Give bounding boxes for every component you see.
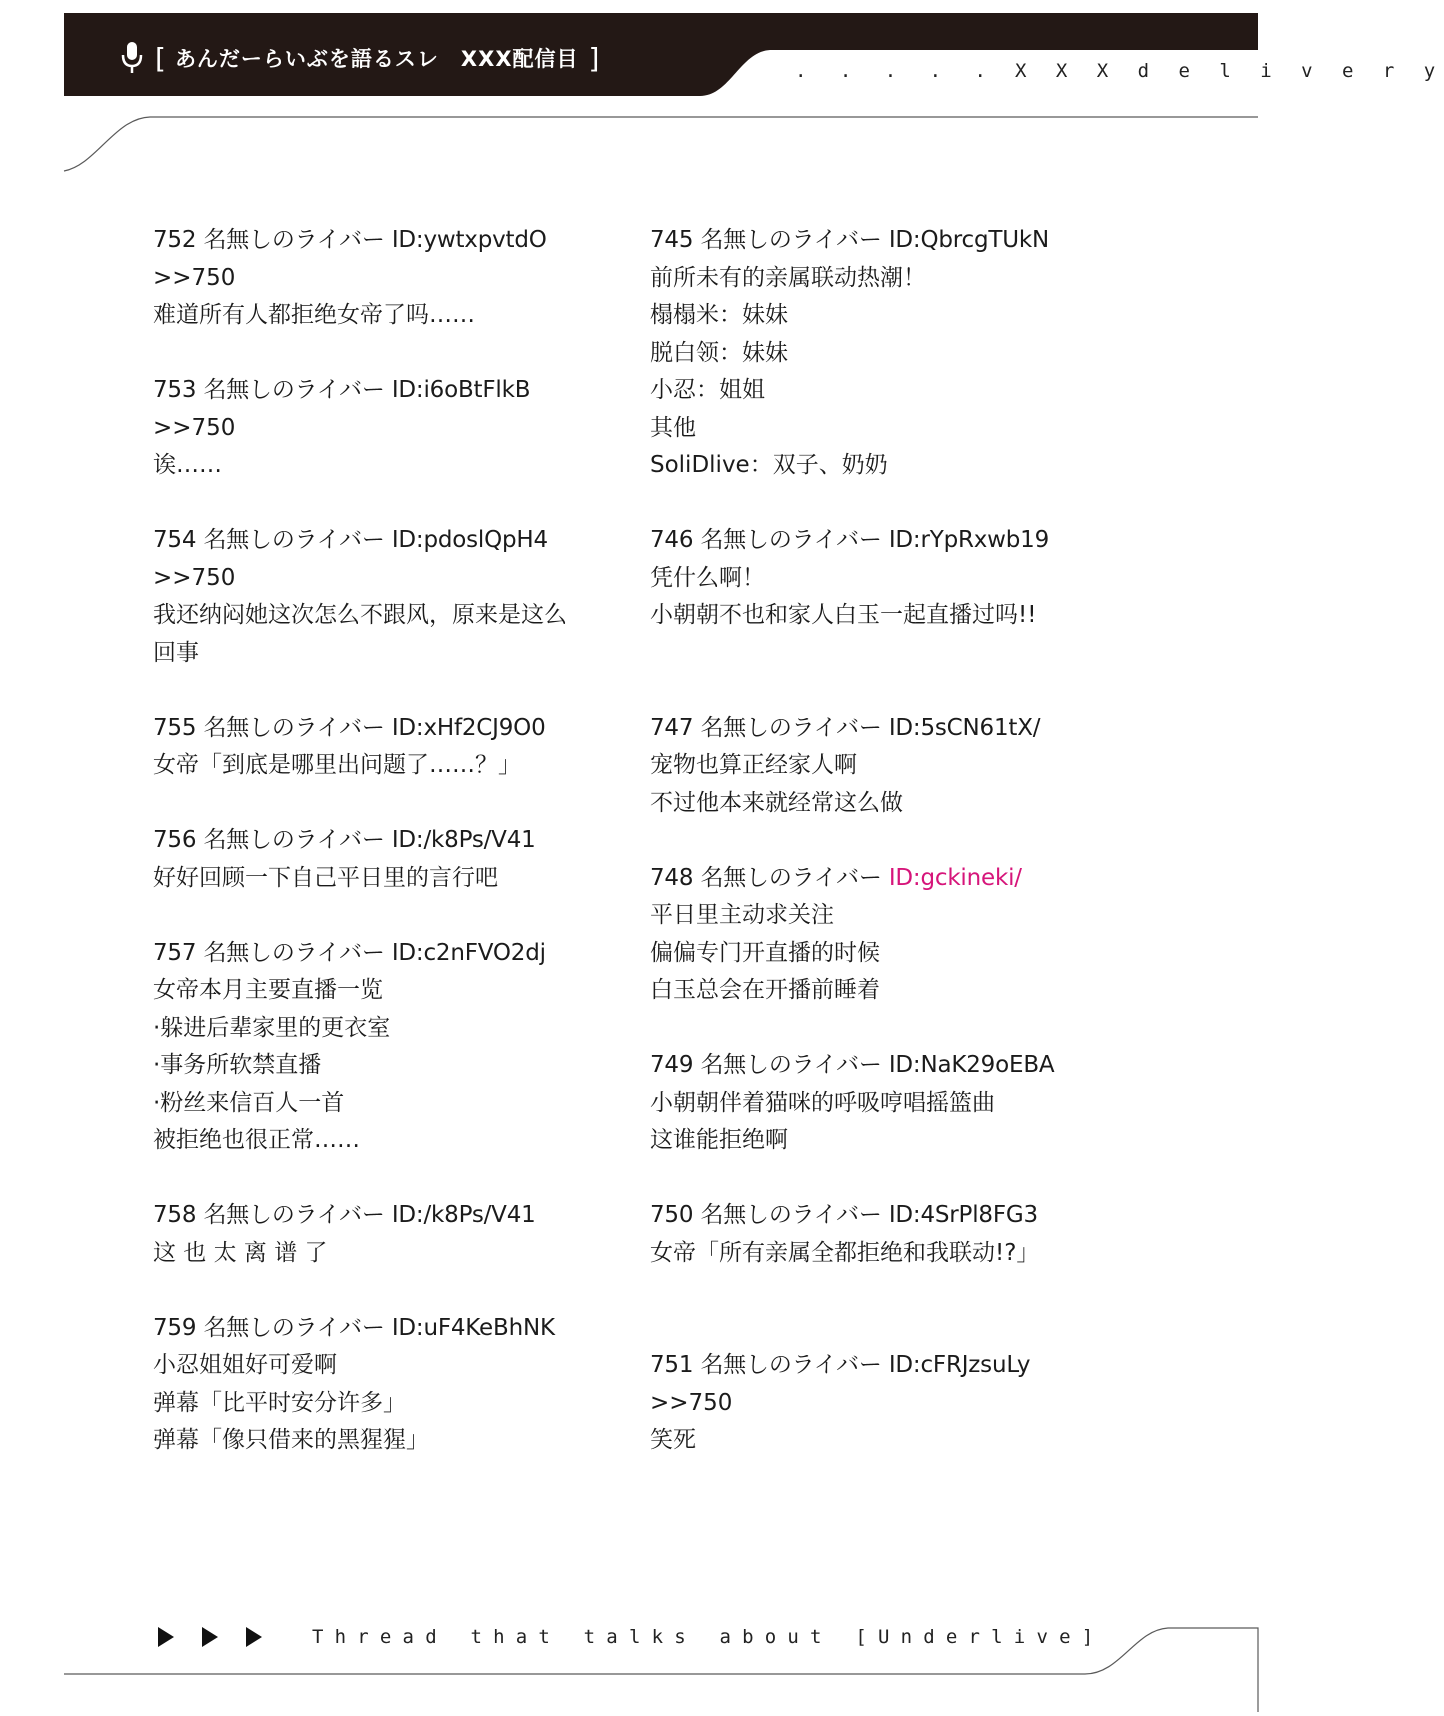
poster-name: 名無しのライバー — [203, 714, 385, 741]
poster-name: 名無しのライバー — [700, 864, 882, 891]
post-header — [650, 522, 1049, 560]
post-number: 749 — [650, 1052, 694, 1078]
post-body-line: ·躲进后辈家里的更衣室 — [153, 1014, 391, 1041]
post-number: 746 — [650, 527, 694, 553]
thread-post — [153, 710, 546, 785]
post-body-line: 这谁能拒绝啊 — [650, 1127, 788, 1153]
thread-post — [650, 1197, 1039, 1272]
poster-name: 名無しのライバー — [700, 1202, 882, 1228]
poster-id: ID:cFRJzsuLy — [888, 1352, 1031, 1378]
post-header — [650, 1197, 1039, 1235]
post-body-line: 凭什么啊！ — [650, 564, 765, 591]
poster-id: ID:rYpRxwb19 — [888, 527, 1050, 553]
post-body-line: >>750 — [153, 414, 236, 441]
poster-id: ID:uF4KeBhNK — [391, 1314, 555, 1341]
post-header — [650, 1347, 1030, 1385]
poster-id: ID:NaK29oEBA — [888, 1052, 1055, 1078]
post-body-line: 偏偏专门开直播的时候 — [650, 939, 880, 966]
thread-post — [153, 222, 547, 335]
poster-name: 名無しのライバー — [700, 227, 882, 253]
post-body-line: 平日里主动求关注 — [650, 902, 834, 928]
post-number: 756 — [153, 827, 197, 853]
post-number: 745 — [650, 227, 694, 253]
post-number: 750 — [650, 1202, 694, 1228]
thread-post — [650, 1347, 1030, 1460]
post-number: 757 — [153, 939, 197, 966]
poster-id: ID:QbrcgTUkN — [888, 227, 1049, 253]
post-body-line: 小忍：姐姐 — [650, 377, 765, 403]
post-number: 752 — [153, 227, 197, 253]
post-header — [153, 710, 546, 748]
post-header — [153, 935, 546, 973]
poster-id: ID:gckineki/ — [888, 864, 1022, 891]
post-number: 758 — [153, 1202, 197, 1228]
post-body-line: 其他 — [650, 414, 696, 441]
post-header — [650, 860, 1022, 898]
post-body-line: SoliDlive：双子、奶奶 — [650, 452, 888, 478]
post-body-line: 女帝「到底是哪里出问题了……？」 — [153, 752, 521, 778]
thread-post — [153, 935, 546, 1160]
post-body-line: 小朝朝伴着猫咪的呼吸哼唱摇篮曲 — [650, 1089, 995, 1116]
title-close-bracket: ] — [588, 42, 601, 75]
thread-post — [650, 860, 1022, 1010]
thread-post — [153, 372, 530, 485]
thread-title — [155, 40, 600, 73]
post-header — [650, 710, 1040, 748]
post-header — [153, 1310, 555, 1348]
thread-post — [153, 822, 536, 897]
post-body-line: 脱白领：妹妹 — [650, 339, 788, 366]
thread-post — [650, 222, 1049, 485]
poster-id: ID:/k8Ps/V41 — [391, 827, 536, 853]
play-arrow-icon — [202, 1627, 218, 1647]
poster-name: 名無しのライバー — [203, 527, 385, 553]
post-header — [153, 822, 536, 860]
poster-name: 名無しのライバー — [700, 714, 882, 741]
post-body-line: >>750 — [153, 264, 236, 291]
poster-name: 名無しのライバー — [203, 227, 385, 253]
post-header — [153, 222, 547, 260]
post-header — [153, 372, 530, 410]
post-body-line: 这 也 太 离 谱 了 — [153, 1239, 328, 1266]
thread-post — [153, 1197, 536, 1272]
post-body-line: 回事 — [153, 639, 199, 666]
poster-id: ID:/k8Ps/V41 — [391, 1202, 536, 1228]
poster-id: ID:i6oBtFlkB — [391, 377, 531, 403]
post-body-line: 诶…… — [153, 452, 222, 478]
post-body-line: 小朝朝不也和家人白玉一起直播过吗!! — [650, 602, 1037, 628]
footer-tagline: Thread that talks about [Underlive] — [312, 1626, 1105, 1648]
play-arrow-icon — [158, 1627, 174, 1647]
title-open-bracket: [ — [155, 42, 167, 75]
thread-post — [650, 522, 1049, 635]
delivery-text: X X X d e l i v e r y — [1014, 60, 1444, 82]
poster-id: ID:xHf2CJ9O0 — [391, 714, 546, 741]
post-header — [153, 1197, 536, 1235]
poster-name: 名無しのライバー — [700, 1352, 882, 1378]
play-arrow-icon — [246, 1627, 262, 1647]
post-body-line: 被拒绝也很正常…… — [153, 1127, 360, 1153]
post-body-line: 笑死 — [650, 1427, 696, 1453]
poster-name: 名無しのライバー — [203, 1314, 385, 1341]
post-header — [650, 222, 1049, 260]
thread-post — [650, 710, 1040, 823]
poster-name: 名無しのライバー — [203, 939, 385, 966]
post-number: 759 — [153, 1314, 197, 1341]
post-header — [153, 522, 567, 560]
post-body-line: 难道所有人都拒绝女帝了吗…… — [153, 302, 475, 328]
poster-name: 名無しのライバー — [203, 1202, 385, 1228]
microphone-icon — [118, 40, 146, 76]
delivery-dots: . . . . . — [795, 60, 997, 82]
post-body-line: 女帝本月主要直播一览 — [153, 977, 383, 1003]
header-rule — [64, 117, 1258, 171]
post-body-line: ·粉丝来信百人一首 — [153, 1089, 345, 1116]
post-number: 747 — [650, 714, 694, 741]
post-body-line: 白玉总会在开播前睡着 — [650, 977, 880, 1003]
poster-id: ID:pdoslQpH4 — [391, 527, 548, 553]
post-body-line: 好好回顾一下自己平日里的言行吧 — [153, 864, 498, 891]
post-body-line: >>750 — [153, 564, 236, 591]
poster-id: ID:4SrPl8FG3 — [888, 1202, 1038, 1228]
thread-title-text: あんだーらいぶを語るスレ XXX配信目 — [174, 47, 579, 71]
post-body-line: 女帝「所有亲属全都拒绝和我联动!?」 — [650, 1239, 1040, 1266]
post-body-line: 前所未有的亲属联动热潮！ — [650, 264, 926, 291]
thread-post — [153, 1310, 555, 1460]
post-number: 748 — [650, 864, 694, 891]
thread-post — [650, 1047, 1054, 1160]
post-body-line: 弹幕「比平时安分许多」 — [153, 1389, 406, 1416]
poster-name: 名無しのライバー — [700, 527, 882, 553]
poster-id: ID:ywtxpvtdO — [391, 227, 547, 253]
post-number: 755 — [153, 714, 197, 741]
post-number: 754 — [153, 527, 197, 553]
thread-post — [153, 522, 567, 672]
post-body-line: 不过他本来就经常这么做 — [650, 789, 903, 816]
delivery-label — [795, 60, 1444, 82]
footer-arrows — [155, 1624, 267, 1650]
poster-id: ID:c2nFVO2dj — [391, 939, 546, 966]
post-body-line: 榻榻米：妹妹 — [650, 302, 788, 328]
poster-name: 名無しのライバー — [203, 377, 385, 403]
poster-name: 名無しのライバー — [700, 1052, 882, 1078]
post-body-line: ·事务所软禁直播 — [153, 1052, 322, 1078]
post-body-line: 我还纳闷她这次怎么不跟风，原来是这么 — [153, 602, 567, 628]
post-number: 751 — [650, 1352, 694, 1378]
post-body-line: 宠物也算正经家人啊 — [650, 752, 857, 778]
post-body-line: 弹幕「像只借来的黑猩猩」 — [153, 1427, 429, 1453]
post-body-line: >>750 — [650, 1389, 733, 1416]
post-body-line: 小忍姐姐好可爱啊 — [153, 1352, 337, 1378]
poster-id: ID:5sCN61tX/ — [888, 714, 1041, 741]
post-header — [650, 1047, 1054, 1085]
poster-name: 名無しのライバー — [203, 827, 385, 853]
post-number: 753 — [153, 377, 197, 403]
